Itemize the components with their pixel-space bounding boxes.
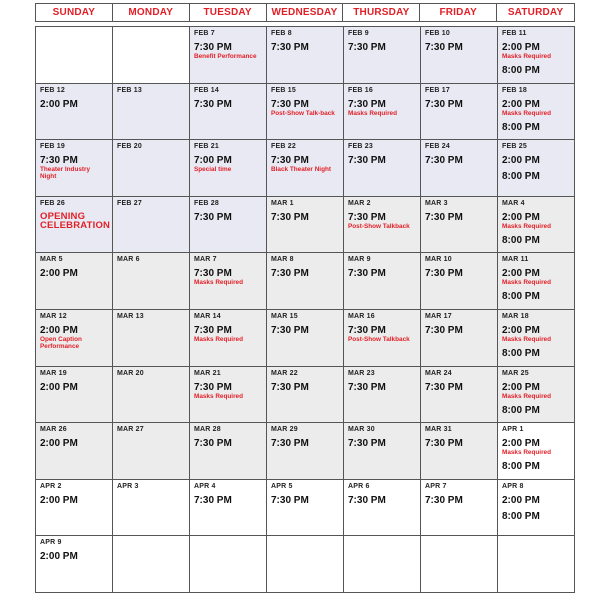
calendar-empty-cell — [267, 536, 344, 593]
calendar-day-cell — [36, 197, 113, 254]
day-date: MAR 12 — [40, 312, 67, 320]
day-date: FEB 8 — [271, 30, 292, 37]
show-note: Masks Required — [502, 335, 552, 343]
day-date: MAR 13 — [117, 312, 144, 320]
calendar-day-cell — [190, 197, 267, 254]
calendar-day-cell — [190, 423, 267, 480]
show-note: Masks Required — [502, 449, 552, 457]
day-date: MAR 4 — [502, 199, 525, 207]
day-date: APR 6 — [348, 482, 370, 490]
calendar-day-cell — [267, 197, 344, 254]
day-date: FEB 15 — [271, 86, 296, 94]
day-date: FEB 21 — [194, 143, 219, 151]
show-time: 7:30 PM — [348, 155, 386, 167]
calendar-day-cell — [36, 84, 113, 141]
show-time: 7:30 PM — [425, 42, 463, 53]
calendar-day-cell — [421, 423, 498, 480]
calendar-day-cell — [113, 197, 190, 254]
day-date: APR 1 — [502, 426, 524, 434]
calendar-day-cell — [190, 253, 267, 310]
show-time: 7:30 PM — [425, 211, 463, 223]
weekday-wednesday: WEDNESDAY — [267, 4, 344, 21]
day-date: APR 2 — [40, 482, 62, 490]
show-time: 2:00 PM — [502, 438, 540, 450]
day-date: MAR 21 — [194, 369, 221, 377]
calendar-day-cell — [344, 253, 421, 310]
calendar-day-cell — [190, 367, 267, 424]
calendar-day-cell — [498, 310, 575, 367]
calendar-day-cell — [267, 140, 344, 197]
day-date: FEB 26 — [40, 199, 65, 207]
calendar-day-cell — [498, 423, 575, 480]
calendar-day-cell — [190, 480, 267, 537]
show-time: 7:30 PM — [348, 438, 386, 450]
show-time: 7:30 PM — [348, 324, 386, 336]
weekday-friday: FRIDAY — [420, 4, 497, 21]
weekday-tuesday: TUESDAY — [190, 4, 267, 21]
show-time: 7:30 PM — [271, 438, 309, 450]
day-date: MAR 3 — [425, 199, 448, 207]
day-date: APR 4 — [194, 482, 216, 490]
calendar-day-cell — [344, 480, 421, 537]
show-time: 7:30 PM — [271, 494, 309, 506]
day-date: FEB 10 — [425, 30, 450, 37]
calendar-day-cell — [267, 480, 344, 537]
day-date: APR 9 — [40, 539, 62, 547]
show-time: 8:00 PM — [502, 510, 540, 522]
day-date: MAR 2 — [348, 199, 371, 207]
day-date: APR 7 — [425, 482, 447, 490]
day-date: FEB 17 — [425, 86, 450, 94]
show-note: Masks Required — [502, 279, 552, 287]
day-date: FEB 22 — [271, 143, 296, 151]
calendar-day-cell — [113, 140, 190, 197]
calendar-day-cell — [421, 140, 498, 197]
calendar-day-cell — [498, 197, 575, 254]
calendar-day-cell — [36, 423, 113, 480]
calendar-day-cell — [113, 480, 190, 537]
day-date: MAR 7 — [194, 256, 217, 264]
show-time: 7:30 PM — [271, 381, 309, 393]
show-time: 7:30 PM — [348, 211, 386, 223]
show-time: 7:30 PM — [425, 324, 463, 336]
day-date: FEB 28 — [194, 199, 219, 207]
show-time: 7:30 PM — [425, 438, 463, 450]
show-time: 2:00 PM — [502, 494, 540, 506]
show-time: 8:00 PM — [502, 347, 540, 359]
calendar-day-cell — [267, 84, 344, 141]
show-time: 7:30 PM — [425, 381, 463, 393]
day-date: MAR 8 — [271, 256, 294, 264]
show-time: 8:00 PM — [502, 461, 540, 473]
calendar-day-cell — [344, 310, 421, 367]
show-time: 7:30 PM — [348, 98, 386, 110]
calendar-day-cell — [498, 367, 575, 424]
day-date: MAR 20 — [117, 369, 144, 377]
calendar-day-cell — [36, 253, 113, 310]
show-time: 7:30 PM — [271, 42, 309, 53]
calendar-day-cell — [421, 27, 498, 84]
calendar-day-cell — [267, 367, 344, 424]
show-time: 7:30 PM — [425, 155, 463, 167]
calendar-day-cell — [344, 84, 421, 141]
weekday-sunday: SUNDAY — [36, 4, 113, 21]
calendar-day-cell — [113, 367, 190, 424]
calendar-day-cell — [344, 140, 421, 197]
day-date: APR 5 — [271, 482, 293, 490]
calendar-day-cell — [421, 253, 498, 310]
calendar-empty-cell — [344, 536, 421, 593]
calendar-day-cell — [36, 310, 113, 367]
show-note: Open Caption Performance — [40, 335, 82, 350]
show-time: 7:30 PM — [271, 98, 309, 110]
show-note: Masks Required — [502, 392, 552, 400]
day-date: MAR 22 — [271, 369, 298, 377]
show-note: Masks Required — [194, 392, 244, 400]
calendar-day-cell — [113, 84, 190, 141]
calendar-empty-cell — [113, 27, 190, 84]
show-time: 7:30 PM — [194, 98, 232, 110]
calendar-day-cell — [36, 367, 113, 424]
day-date: MAR 15 — [271, 312, 298, 320]
day-date: FEB 12 — [40, 86, 65, 94]
show-note: Black Theater Night — [271, 166, 332, 174]
day-date: MAR 27 — [117, 426, 144, 434]
day-date: MAR 18 — [502, 312, 529, 320]
show-time: 2:00 PM — [502, 381, 540, 393]
day-date: FEB 24 — [425, 143, 450, 151]
show-note: Masks Required — [502, 53, 552, 60]
day-date: FEB 11 — [502, 30, 527, 37]
show-time: 2:00 PM — [502, 155, 540, 167]
day-date: MAR 26 — [40, 426, 67, 434]
calendar-day-cell — [498, 84, 575, 141]
show-time: 7:30 PM — [194, 42, 232, 53]
show-time: 8:00 PM — [502, 234, 540, 246]
day-date: MAR 19 — [40, 369, 67, 377]
show-note: Masks Required — [194, 279, 244, 287]
show-time: 8:00 PM — [502, 404, 540, 416]
show-note: Masks Required — [502, 222, 552, 230]
calendar-day-cell — [498, 253, 575, 310]
special-event-label: OPENING CELEBRATION — [40, 210, 111, 231]
show-note: Masks Required — [502, 109, 552, 117]
calendar-day-cell — [344, 197, 421, 254]
show-time: 7:30 PM — [40, 155, 78, 167]
day-date: MAR 10 — [425, 256, 452, 264]
calendar-day-cell — [421, 197, 498, 254]
show-note: Theater Industry Night — [40, 166, 91, 181]
day-date: MAR 29 — [271, 426, 298, 434]
calendar-day-cell — [421, 367, 498, 424]
day-date: MAR 25 — [502, 369, 529, 377]
calendar-day-cell — [113, 423, 190, 480]
calendar-empty-cell — [113, 536, 190, 593]
calendar-day-cell — [267, 310, 344, 367]
day-date: MAR 1 — [271, 199, 294, 207]
calendar-day-cell — [498, 480, 575, 537]
calendar-day-cell — [190, 84, 267, 141]
calendar-empty-cell — [36, 27, 113, 84]
show-note: Post-Show Talkback — [348, 222, 410, 230]
day-date: FEB 18 — [502, 86, 527, 94]
weekday-saturday: SATURDAY — [507, 7, 564, 18]
day-date: MAR 24 — [425, 369, 452, 377]
show-time: 7:30 PM — [271, 268, 309, 280]
weekday-thursday: THURSDAY — [343, 4, 420, 21]
show-time: 7:30 PM — [271, 211, 309, 223]
calendar-day-cell — [421, 84, 498, 141]
calendar-day-cell — [190, 140, 267, 197]
show-time: 2:00 PM — [40, 438, 78, 450]
day-date: FEB 23 — [348, 143, 373, 151]
calendar-empty-cell — [498, 536, 575, 593]
day-date: FEB 9 — [348, 30, 369, 37]
show-time: 7:30 PM — [425, 98, 463, 110]
show-time: 2:00 PM — [502, 211, 540, 223]
show-time: 8:00 PM — [502, 291, 540, 303]
calendar-day-cell — [344, 367, 421, 424]
show-time: 2:00 PM — [502, 268, 540, 280]
calendar-day-cell — [498, 27, 575, 84]
performance-calendar — [35, 26, 575, 593]
weekday-header — [35, 3, 575, 22]
show-time: 7:30 PM — [425, 268, 463, 280]
show-time: 2:00 PM — [502, 324, 540, 336]
calendar-day-cell — [36, 480, 113, 537]
show-time: 7:30 PM — [348, 494, 386, 506]
day-date: FEB 7 — [194, 30, 215, 37]
day-date: FEB 16 — [348, 86, 373, 94]
show-time: 2:00 PM — [40, 98, 78, 110]
show-note: Benefit Performance — [194, 53, 257, 60]
day-date: MAR 17 — [425, 312, 452, 320]
calendar-empty-cell — [421, 536, 498, 593]
calendar-empty-cell — [190, 536, 267, 593]
show-time: 7:00 PM — [194, 155, 232, 167]
show-time: 7:30 PM — [348, 268, 386, 280]
day-date: APR 3 — [117, 482, 139, 490]
day-date: MAR 9 — [348, 256, 371, 264]
show-time: 2:00 PM — [502, 98, 540, 110]
show-note: Special time — [194, 166, 232, 174]
day-date: MAR 6 — [117, 256, 140, 264]
show-time: 7:30 PM — [348, 381, 386, 393]
calendar-day-cell — [267, 253, 344, 310]
show-time: 2:00 PM — [40, 494, 78, 506]
show-time: 7:30 PM — [425, 494, 463, 506]
show-time: 2:00 PM — [502, 42, 540, 53]
day-date: MAR 30 — [348, 426, 375, 434]
day-date: FEB 25 — [502, 143, 527, 151]
show-time: 7:30 PM — [194, 494, 232, 506]
day-date: FEB 27 — [117, 199, 142, 207]
show-time: 7:30 PM — [194, 268, 232, 280]
calendar-day-cell — [36, 536, 113, 593]
show-time: 7:30 PM — [194, 324, 232, 336]
show-time: 7:30 PM — [194, 438, 232, 450]
day-date: MAR 5 — [40, 256, 63, 264]
calendar-day-cell — [344, 423, 421, 480]
calendar-day-cell — [190, 310, 267, 367]
show-time: 7:30 PM — [271, 324, 309, 336]
show-time: 2:00 PM — [40, 268, 78, 280]
show-time: 8:00 PM — [502, 65, 540, 76]
day-date: FEB 14 — [194, 86, 219, 94]
calendar-day-cell — [498, 140, 575, 197]
calendar-day-cell — [267, 27, 344, 84]
day-date: MAR 31 — [425, 426, 452, 434]
show-time: 7:30 PM — [194, 211, 232, 223]
show-time: 2:00 PM — [40, 551, 78, 563]
show-time: 2:00 PM — [40, 324, 78, 336]
show-time: 7:30 PM — [271, 155, 309, 167]
show-time: 8:00 PM — [502, 171, 540, 183]
day-date: FEB 20 — [117, 143, 142, 151]
day-date: MAR 11 — [502, 256, 529, 264]
show-note: Masks Required — [348, 109, 398, 117]
day-date: MAR 16 — [348, 312, 375, 320]
day-date: MAR 23 — [348, 369, 375, 377]
calendar-day-cell — [421, 480, 498, 537]
show-time: 7:30 PM — [194, 381, 232, 393]
calendar-day-cell — [113, 253, 190, 310]
show-time: 2:00 PM — [40, 381, 78, 393]
calendar-day-cell — [344, 27, 421, 84]
show-time: 8:00 PM — [502, 121, 540, 133]
show-note: Masks Required — [194, 335, 244, 343]
day-date: APR 8 — [502, 482, 524, 490]
show-time: 7:30 PM — [348, 42, 386, 53]
calendar-day-cell — [267, 423, 344, 480]
calendar-day-cell — [36, 140, 113, 197]
calendar-day-cell — [421, 310, 498, 367]
day-date: FEB 19 — [40, 143, 65, 151]
day-date: FEB 13 — [117, 86, 142, 94]
weekday-monday: MONDAY — [113, 4, 190, 21]
show-note: Post-Show Talk-back — [271, 109, 335, 117]
day-date: MAR 28 — [194, 426, 221, 434]
show-note: Post-Show Talkback — [348, 335, 410, 343]
calendar-day-cell — [190, 27, 267, 84]
calendar-day-cell — [113, 310, 190, 367]
day-date: MAR 14 — [194, 312, 221, 320]
